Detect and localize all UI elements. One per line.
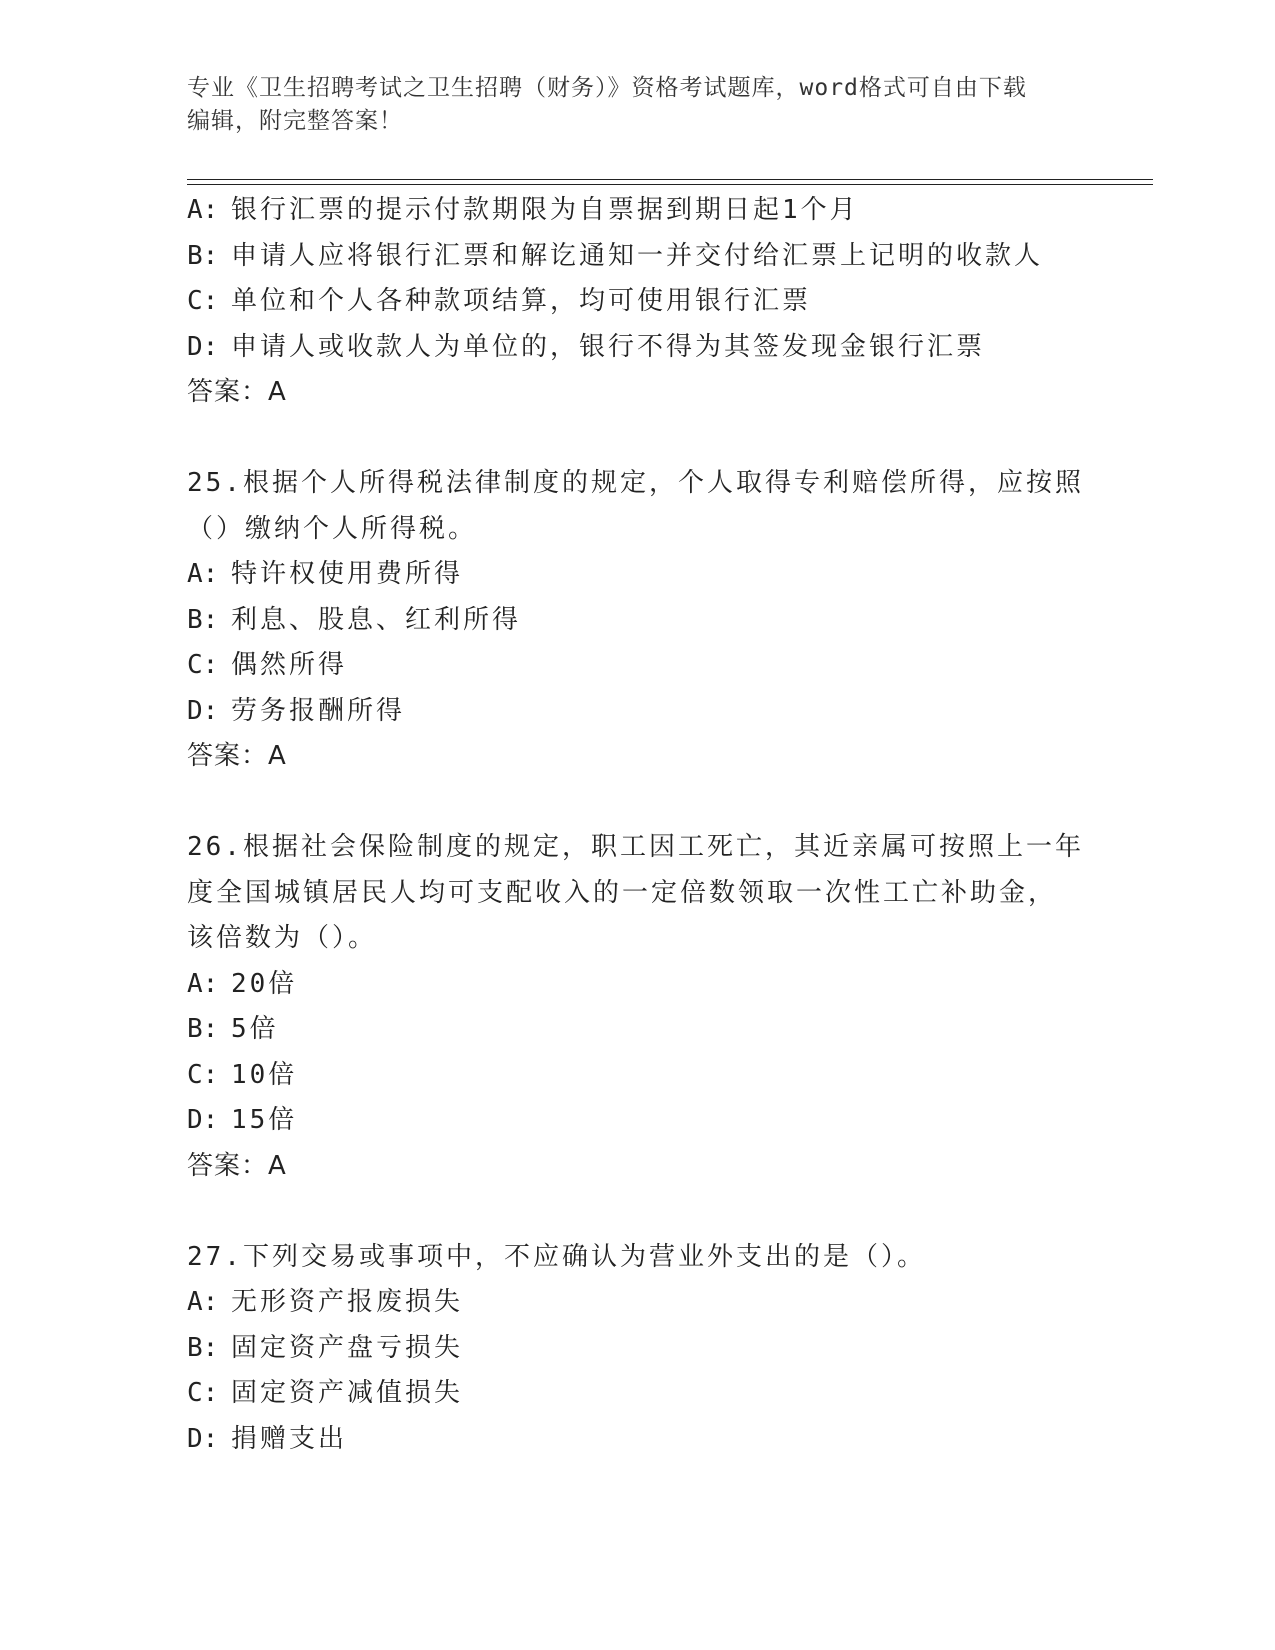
- option-key: A:: [187, 968, 219, 999]
- option-text: 固定资产盘亏损失: [231, 1332, 464, 1363]
- spacer: [187, 780, 1087, 826]
- option-text: 10倍: [231, 1059, 298, 1090]
- question-block-26: [187, 825, 1087, 1189]
- option-text: 单位和个人各种款项结算，均可使用银行汇票: [231, 286, 812, 316]
- option-text: 利息、股息、红利所得: [231, 604, 522, 635]
- option-text: 特许权使用费所得: [231, 559, 464, 589]
- option-text: 固定资产减值损失: [231, 1378, 464, 1408]
- option-b: [187, 1007, 1087, 1053]
- option-a: [187, 1280, 1087, 1326]
- question-text-line: 26.根据社会保险制度的规定，职工因工死亡，其近亲属可按照上一年: [187, 832, 1084, 862]
- question-list: [187, 188, 1087, 1462]
- option-text: 捐赠支出: [231, 1423, 348, 1454]
- question-text-line: （）缴纳个人所得税。: [187, 513, 478, 544]
- answer-line: 答案：A: [187, 741, 287, 771]
- option-key: A:: [187, 559, 219, 589]
- option-key: C:: [187, 1059, 219, 1090]
- option-d: [187, 1417, 1087, 1463]
- option-key: A:: [187, 195, 219, 225]
- option-key: B:: [187, 1014, 219, 1044]
- header-line-2: 编辑，附完整答案！: [187, 108, 403, 134]
- answer-line: 答案：A: [187, 377, 287, 407]
- option-key: D:: [187, 695, 219, 726]
- option-key: D:: [187, 1105, 219, 1135]
- option-text: 无形资产报废损失: [231, 1287, 464, 1317]
- option-a: [187, 188, 1087, 234]
- header-divider-bottom: [187, 184, 1153, 185]
- option-a: [187, 552, 1087, 598]
- option-text: 15倍: [231, 1105, 298, 1135]
- option-key: B:: [187, 604, 219, 635]
- option-text: 银行汇票的提示付款期限为自票据到期日起1个月: [231, 195, 859, 225]
- question-text-line: 度全国城镇居民人均可支配收入的一定倍数领取一次性工亡补助金，: [187, 877, 1058, 908]
- option-text: 偶然所得: [231, 650, 348, 680]
- option-key: C:: [187, 1378, 219, 1408]
- option-text: 申请人应将银行汇票和解讫通知一并交付给汇票上记明的收款人: [231, 240, 1044, 271]
- option-b: [187, 598, 1087, 644]
- option-b: [187, 1326, 1087, 1372]
- header-line-1: 专业《卫生招聘考试之卫生招聘（财务）》资格考试题库，word格式可自由下载: [187, 75, 1027, 101]
- option-c: [187, 643, 1087, 689]
- question-block-24: [187, 188, 1087, 416]
- question-text-line: 25.根据个人所得税法律制度的规定，个人取得专利赔偿所得，应按照: [187, 468, 1084, 498]
- option-key: D:: [187, 1423, 219, 1454]
- option-b: [187, 234, 1087, 280]
- option-text: 5倍: [231, 1014, 279, 1044]
- question-block-27: [187, 1235, 1087, 1463]
- option-c: [187, 1371, 1087, 1417]
- option-key: C:: [187, 650, 219, 680]
- option-key: C:: [187, 286, 219, 316]
- option-text: 20倍: [231, 968, 298, 999]
- option-a: [187, 962, 1087, 1008]
- option-d: [187, 1098, 1087, 1144]
- question-text-line: 27.下列交易或事项中，不应确认为营业外支出的是（）。: [187, 1241, 926, 1272]
- option-c: [187, 1053, 1087, 1099]
- option-d: [187, 689, 1087, 735]
- spacer: [187, 416, 1087, 462]
- answer-line: 答案：A: [187, 1150, 287, 1181]
- question-block-25: [187, 461, 1087, 780]
- option-text: 申请人或收款人为单位的，银行不得为其签发现金银行汇票: [231, 331, 986, 362]
- spacer: [187, 1189, 1087, 1235]
- option-key: D:: [187, 331, 219, 362]
- option-c: [187, 279, 1087, 325]
- option-key: B:: [187, 1332, 219, 1363]
- question-text-line: 该倍数为（）。: [187, 923, 378, 953]
- option-key: A:: [187, 1287, 219, 1317]
- document-header: [187, 72, 1087, 138]
- option-d: [187, 325, 1087, 371]
- option-key: B:: [187, 240, 219, 271]
- option-text: 劳务报酬所得: [231, 695, 406, 726]
- header-divider-top: [187, 179, 1153, 180]
